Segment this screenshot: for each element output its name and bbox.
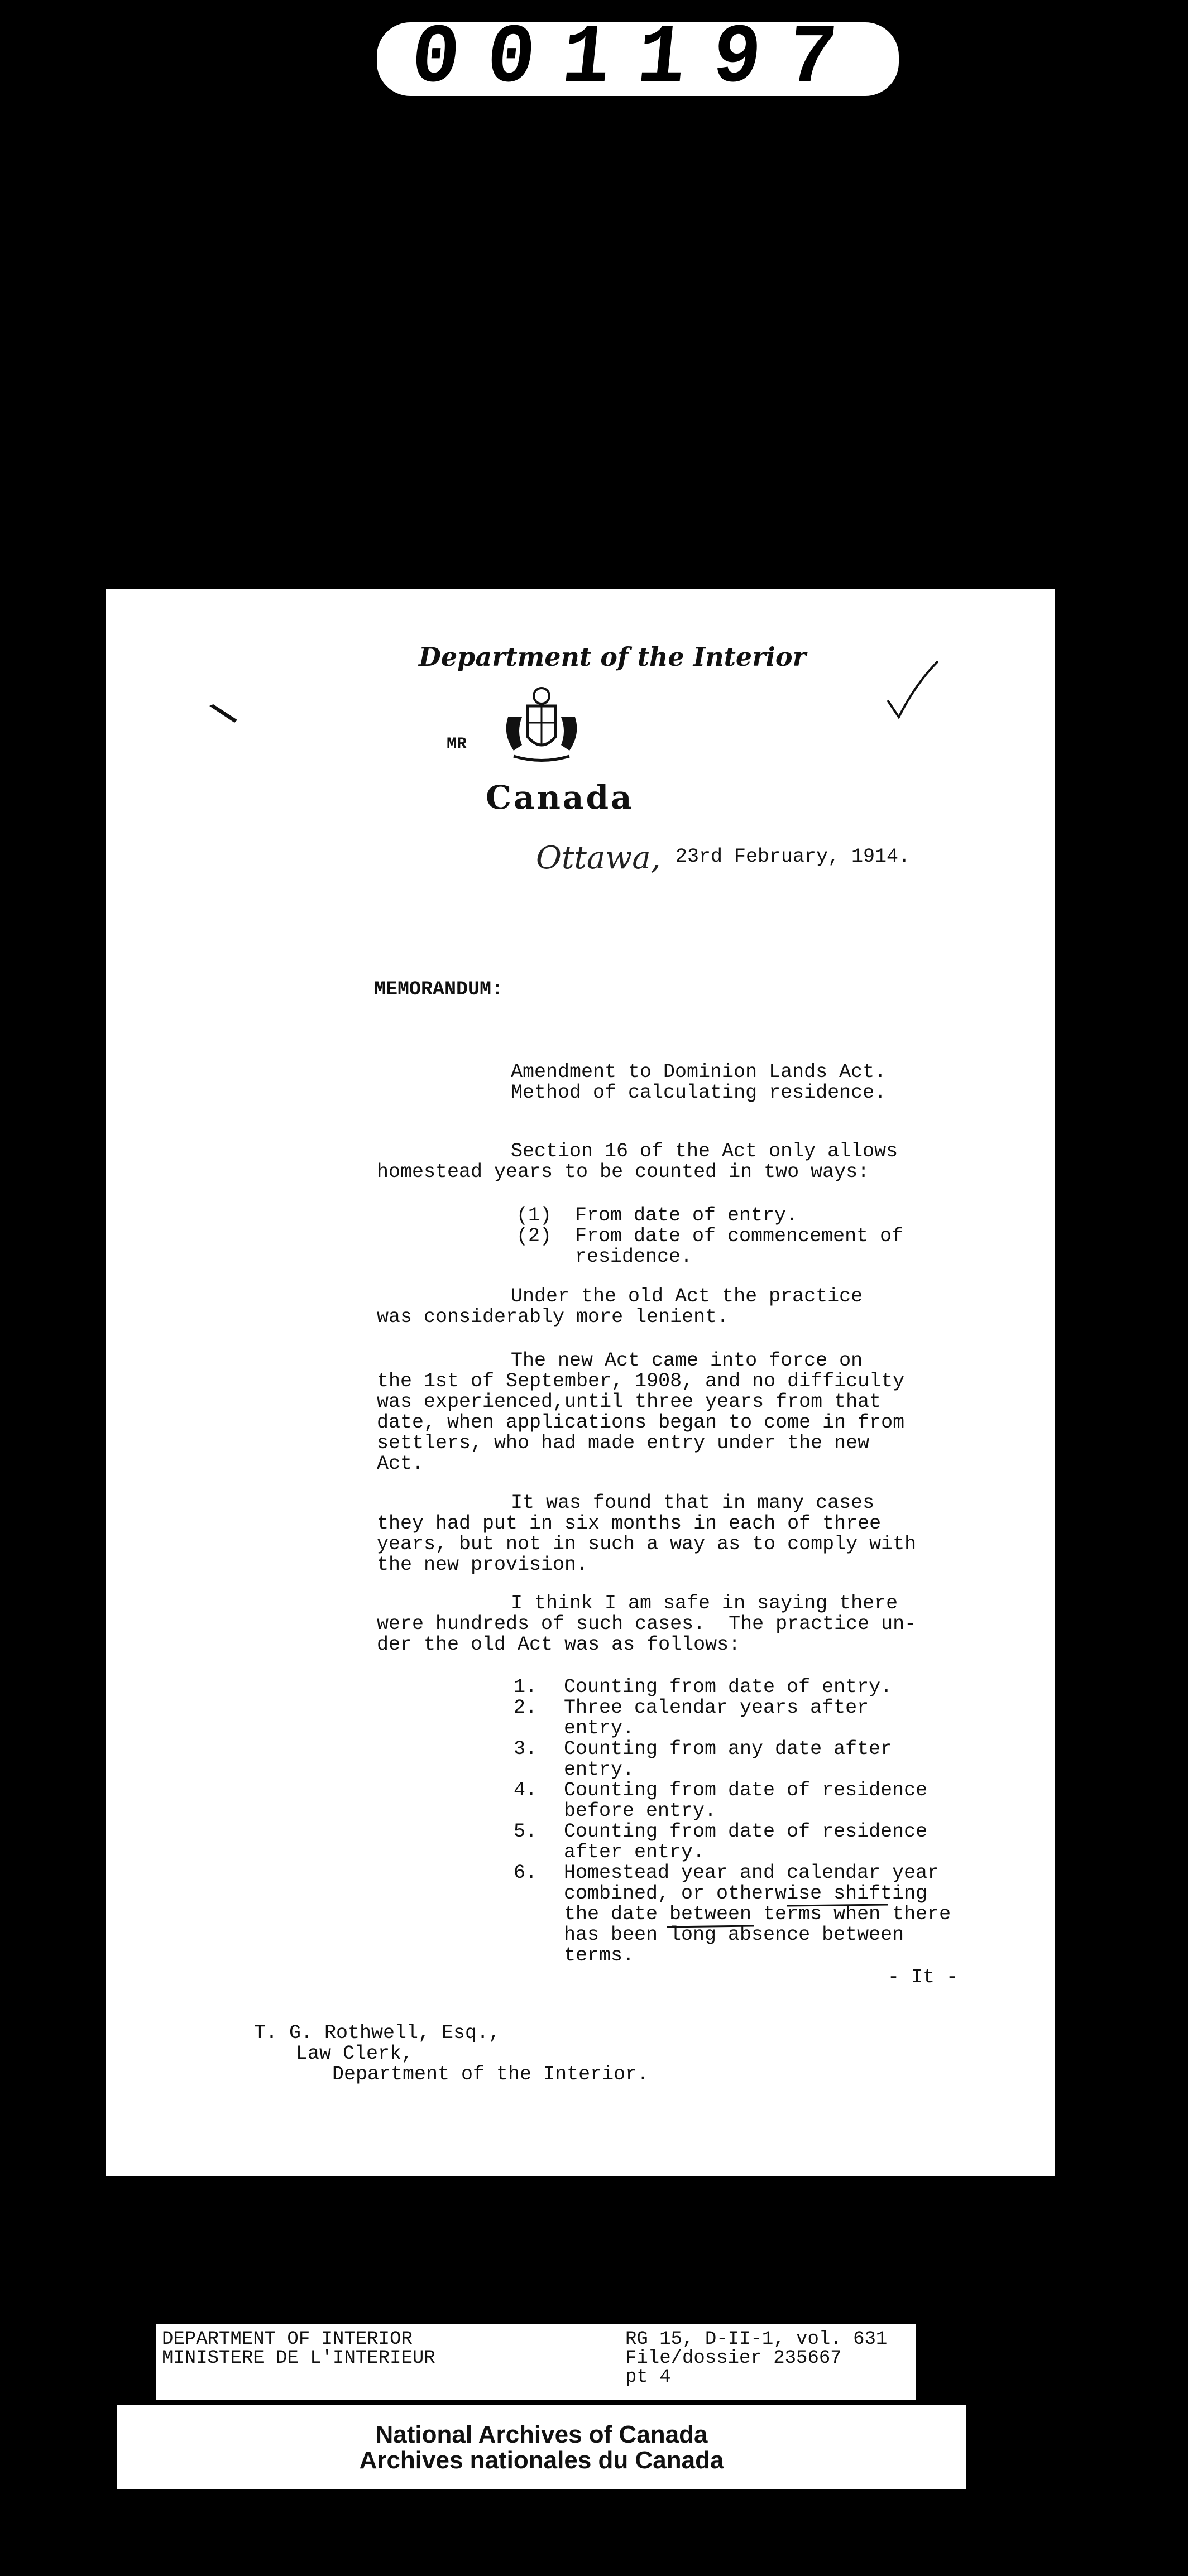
underline-mark-icon	[664, 1895, 899, 1939]
letterhead-department: Department of the Interior	[419, 642, 806, 672]
way-num-1: (1)	[516, 1204, 552, 1227]
practice-2-line-1: Three calendar years after	[564, 1696, 869, 1719]
subject-line-1: Amendment to Dominion Lands Act.	[511, 1061, 887, 1083]
subject-line-2: Method of calculating residence.	[511, 1082, 887, 1104]
memo-label: MEMORANDUM:	[374, 978, 504, 1001]
practice-3-line-2: entry.	[564, 1758, 635, 1781]
para5-line-2: were hundreds of such cases. The practice un-	[377, 1613, 917, 1635]
para4-line-4: the new provision.	[377, 1554, 588, 1576]
para2-line-1: Under the old Act the practice	[511, 1285, 863, 1308]
department-fr: MINISTERE DE L'INTERIEUR	[162, 2348, 435, 2369]
addressee-line-3: Department of the Interior.	[332, 2063, 649, 2085]
practice-4-line-2: before entry.	[564, 1800, 717, 1822]
practice-num-5: 5.	[514, 1820, 538, 1843]
frame-number-label	[377, 12, 899, 107]
national-archives-banner	[117, 2405, 966, 2489]
reference-line-2: File/dossier 235667	[625, 2348, 842, 2369]
para3-line-6: Act.	[377, 1453, 424, 1475]
addressee-line-2: Law Clerk,	[296, 2042, 414, 2065]
practice-6-line-2: combined, or otherwise shifting	[564, 1882, 928, 1905]
memorandum-page	[106, 589, 1055, 2176]
practice-num-2: 2.	[514, 1696, 538, 1719]
way-text-1: From date of entry.	[575, 1204, 798, 1227]
practice-num-3: 3.	[514, 1738, 538, 1760]
letterhead-initials: MR	[447, 735, 467, 754]
practice-num-1: 1.	[514, 1676, 538, 1698]
practice-1-line-1: Counting from date of entry.	[564, 1676, 893, 1698]
para3-line-5: settlers, who had made entry under the new	[377, 1432, 870, 1454]
practice-6-line-1: Homestead year and calendar year	[564, 1862, 940, 1884]
place-ottawa: Ottawa,	[536, 840, 661, 876]
department-label	[162, 2330, 435, 2368]
para1-line-2: homestead years to be counted in two ways:	[377, 1161, 870, 1183]
check-mark-icon	[876, 656, 943, 723]
para3-line-4: date, when applications began to come in from	[377, 1411, 905, 1434]
way-num-2: (2)	[516, 1225, 552, 1247]
practice-3-line-1: Counting from any date after	[564, 1738, 893, 1760]
department-en: DEPARTMENT OF INTERIOR	[162, 2329, 413, 2350]
para3-line-3: was experienced,until three years from that	[377, 1391, 882, 1413]
way-text-2a: From date of commencement of	[575, 1225, 904, 1247]
reference-line-3: pt 4	[625, 2367, 671, 2388]
archives-name-fr: Archives nationales du Canada	[359, 2447, 724, 2474]
para3-line-2: the 1st of September, 1908, and no difficulty	[377, 1370, 905, 1392]
ink-smudge-icon	[207, 703, 240, 725]
reference-label	[625, 2330, 887, 2387]
practice-6-line-3: the date between terms when there	[564, 1903, 951, 1925]
way-text-2b: residence.	[575, 1246, 693, 1268]
para3-line-1: The new Act came into force on	[511, 1349, 863, 1372]
practice-num-6: 6.	[514, 1862, 538, 1884]
letterhead-country: Canada	[486, 778, 634, 816]
para4-line-1: It was found that in many cases	[511, 1492, 875, 1514]
practice-5-line-2: after entry.	[564, 1841, 705, 1863]
para4-line-2: they had put in six months in each of three	[377, 1512, 882, 1535]
frame-number: 001197	[407, 12, 869, 107]
continuation-mark: - It -	[888, 1966, 959, 1988]
practice-5-line-1: Counting from date of residence	[564, 1820, 928, 1843]
memo-date: 23rd February, 1914.	[676, 845, 911, 868]
practice-num-4: 4.	[514, 1779, 538, 1801]
addressee-line-1: T. G. Rothwell, Esq.,	[254, 2022, 501, 2044]
practice-4-line-1: Counting from date of residence	[564, 1779, 928, 1801]
archives-name-en: National Archives of Canada	[375, 2421, 708, 2448]
archive-reference-label	[156, 2324, 916, 2400]
para1-line-1: Section 16 of the Act only allows	[511, 1140, 898, 1162]
practice-2-line-2: entry.	[564, 1717, 635, 1739]
practice-6-line-4: has been long absence between	[564, 1924, 904, 1946]
letterhead	[106, 589, 1055, 840]
reference-line-1: RG 15, D-II-1, vol. 631	[625, 2329, 888, 2350]
para2-line-2: was considerably more lenient.	[377, 1306, 729, 1328]
coat-of-arms-icon	[497, 684, 586, 767]
para5-line-3: der the old Act was as follows:	[377, 1633, 741, 1656]
para5-line-1: I think I am safe in saying there	[511, 1592, 898, 1614]
practice-6-line-5: terms.	[564, 1944, 635, 1967]
para4-line-3: years, but not in such a way as to comply with	[377, 1533, 917, 1555]
